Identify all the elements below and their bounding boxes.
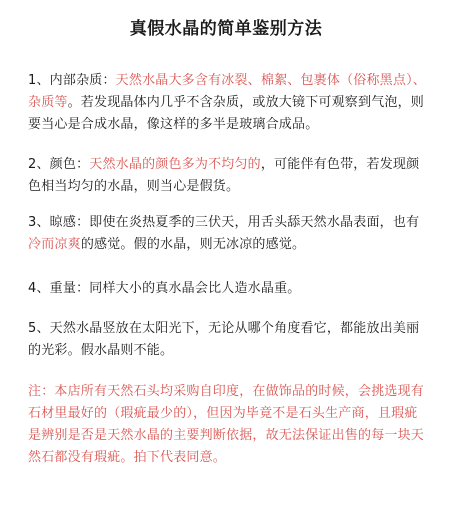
item-highlight: 天然水晶的颜色多为不均匀的: [89, 157, 261, 172]
item-text: ，可能伴有色带，若发现颜色相当均匀的水晶，则当心是假货。: [28, 157, 420, 194]
page-title: 真假水晶的简单鉴别方法: [129, 19, 323, 39]
method-item-coolness: [28, 212, 428, 256]
item-highlight: 冷而凉爽: [28, 237, 81, 252]
method-item-impurities: [28, 70, 428, 136]
item-highlight: 天然水晶大多含有冰裂、棉絮、包裹体（俗称黑点）、杂质等: [28, 73, 426, 110]
item-label: 3、晾感：: [28, 215, 90, 230]
store-note: 注：本店所有天然石头均采购自印度，在做饰品的时候，会挑选现有石材里最好的（瑕疵最少的），但因为毕竟不是石头生产商，且瑕疵是辨别是否是天然水晶的主要判断依据，故无法保证出售的每一块天然石都没有瑕疵。拍下代表同意。: [28, 384, 425, 465]
item-text: 同样大小的真水晶会比人造水晶重。: [89, 281, 301, 296]
item-text: 天然水晶竖放在太阳光下，无论从哪个角度看它，都能放出美丽的光彩。假水晶则不能。: [28, 321, 420, 358]
item-label: 4、重量：: [28, 281, 90, 296]
method-item-sunlight: [28, 318, 428, 362]
item-label: 5、: [28, 321, 50, 336]
item-text: 的感觉。假的水晶，则无冰凉的感觉。: [80, 237, 306, 252]
item-text-pre: 即使在炎热夏季的三伏天，用舌头舔天然水晶表面，也有: [89, 215, 420, 230]
item-label: 2、颜色：: [28, 157, 90, 172]
method-item-color: [28, 154, 428, 198]
method-item-weight: [28, 278, 428, 300]
item-text: 。若发现晶体内几乎不含杂质，或放大镜下可观察到气泡，则要当心是合成水晶，像这样的多半是玻璃合成品。: [28, 95, 425, 132]
item-label: 1、内部杂质：: [28, 73, 116, 88]
